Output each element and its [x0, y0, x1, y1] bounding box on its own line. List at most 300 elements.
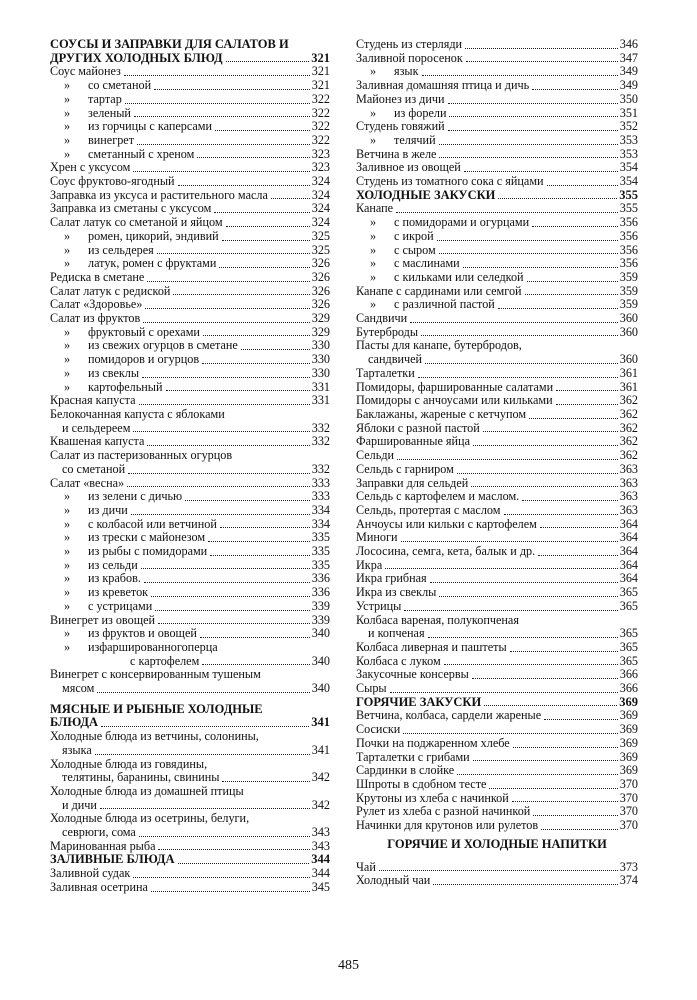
entry-title: Бутерброды — [356, 324, 419, 339]
dot-leader — [529, 417, 618, 419]
toc-entry — [50, 600, 330, 614]
entry-page-number: 369 — [619, 749, 638, 764]
entry-title: Салат «Здоровье» — [50, 297, 143, 312]
toc-entry — [50, 408, 330, 422]
toc-entry — [356, 709, 638, 723]
entry-page-number: 326 — [311, 283, 330, 298]
dot-leader — [439, 143, 618, 145]
toc-entry — [356, 107, 638, 121]
dot-leader — [430, 581, 618, 583]
entry-page-number: 343 — [311, 825, 330, 840]
toc-entry — [50, 367, 330, 381]
dot-leader — [448, 102, 618, 104]
entry-page-number: 364 — [619, 530, 638, 545]
entry-page-number: 340 — [311, 681, 330, 696]
entry-page-number: 321 — [311, 64, 330, 79]
dot-leader — [532, 88, 618, 90]
toc-entry — [50, 840, 330, 854]
toc-entry — [50, 230, 330, 244]
toc-entry — [356, 38, 638, 52]
dot-leader — [498, 307, 618, 309]
entry-page-number: 333 — [311, 475, 330, 490]
dot-leader — [465, 47, 618, 49]
toc-entry — [50, 477, 330, 491]
toc-entry — [356, 148, 638, 162]
entry-title: Сандвичи — [356, 311, 408, 326]
toc-entry — [50, 668, 330, 682]
dot-leader — [439, 156, 617, 158]
entry-page-number: 335 — [311, 557, 330, 572]
entry-title: Хрен с уксусом — [50, 160, 131, 175]
entry-page-number: 341 — [311, 742, 330, 757]
dot-leader — [397, 458, 618, 460]
toc-entry — [50, 79, 330, 93]
entry-title: Сельдь с гарниром — [356, 461, 454, 476]
dot-leader — [484, 704, 617, 706]
entry-title: » телячий — [356, 134, 436, 148]
dot-leader — [433, 883, 617, 885]
dot-leader — [439, 595, 617, 597]
dot-leader — [222, 239, 310, 241]
entry-page-number: 323 — [311, 160, 330, 175]
dot-leader — [151, 595, 310, 597]
entry-title: » сметанный с хреном — [50, 148, 194, 162]
entry-page-number: 374 — [619, 873, 638, 888]
dot-leader — [145, 307, 309, 309]
dot-leader — [222, 780, 309, 782]
entry-page-number: 326 — [311, 269, 330, 284]
dot-leader — [547, 184, 618, 186]
entry-page-number: 365 — [619, 598, 638, 613]
toc-entry — [356, 326, 638, 340]
entry-title: » латук, ромен с фруктами — [50, 257, 216, 271]
entry-page-number: 326 — [311, 297, 330, 312]
entry-page-number: 345 — [311, 879, 330, 894]
dot-leader — [464, 170, 618, 172]
toc-entry — [356, 545, 638, 559]
entry-title: Пасты для канапе, бутербродов, — [356, 338, 522, 353]
entry-title: » язык — [356, 65, 419, 79]
dot-leader — [151, 890, 310, 892]
toc-entry — [50, 298, 330, 312]
toc-entry — [50, 339, 330, 353]
entry-title: Холодные блюда из ветчины, солонины, — [50, 729, 259, 744]
entry-title: » зеленый — [50, 107, 131, 121]
toc-entry — [356, 161, 638, 175]
toc-entry — [50, 531, 330, 545]
entry-page-number: 366 — [619, 667, 638, 682]
toc-entry — [50, 285, 330, 299]
entry-title: Ветчина, колбаса, сардели жареные — [356, 708, 542, 723]
entry-title: » фруктовый с орехами — [50, 326, 200, 340]
entry-page-number: 363 — [619, 502, 638, 517]
entry-page-number: 333 — [311, 489, 330, 504]
entry-title: Заливной поросенок — [356, 50, 463, 65]
entry-title: » из горчицы с каперсами — [50, 120, 212, 134]
toc-entry — [50, 326, 330, 340]
section-heading — [50, 716, 330, 730]
dot-leader — [137, 143, 310, 145]
dot-leader — [208, 540, 310, 542]
entry-page-number: 342 — [311, 770, 330, 785]
entry-title: » из зелени с дичью — [50, 490, 182, 504]
dot-leader — [457, 773, 618, 775]
entry-title: мясом — [62, 681, 95, 696]
toc-entry — [50, 744, 330, 758]
toc-entry — [356, 490, 638, 504]
entry-title: Фаршированные яйца — [356, 434, 470, 449]
entry-title: Холодные блюда из осетрины, белуги, — [50, 811, 250, 826]
dot-leader — [202, 362, 310, 364]
entry-page-number: 370 — [619, 804, 638, 819]
toc-entry — [356, 134, 638, 148]
toc-entry — [356, 805, 638, 819]
toc-entry — [50, 216, 330, 230]
entry-title: Сардинки в слойке — [356, 763, 455, 778]
entry-page-number: 363 — [619, 489, 638, 504]
toc-entry — [356, 792, 638, 806]
toc-entry — [50, 93, 330, 107]
toc-entry — [50, 244, 330, 258]
entry-page-number: 364 — [619, 571, 638, 586]
entry-page-number: 331 — [311, 393, 330, 408]
entry-title: Заправка из уксуса и растительного масла — [50, 187, 268, 202]
dot-leader — [401, 540, 618, 542]
dot-leader — [504, 513, 618, 515]
entry-page-number: 353 — [619, 132, 638, 147]
dot-leader — [210, 554, 310, 556]
entry-page-number: 346 — [619, 37, 638, 51]
entry-title: Канапе с сардинами или семгой — [356, 283, 522, 298]
entry-title: » картофельный — [50, 381, 163, 395]
dot-leader — [538, 554, 618, 556]
entry-page-number: 360 — [619, 324, 638, 339]
toc-entry — [356, 285, 638, 299]
toc-entry — [356, 477, 638, 491]
toc-entry — [356, 531, 638, 545]
entry-title: Почки на поджаренном хлебе — [356, 735, 510, 750]
toc-entry — [356, 435, 638, 449]
entry-title: Заливная осетрина — [50, 879, 148, 894]
toc-entry — [356, 230, 638, 244]
entry-title: » из креветок — [50, 586, 148, 600]
toc-entry — [50, 435, 330, 449]
entry-page-number: 364 — [619, 544, 638, 559]
dot-leader — [498, 197, 617, 199]
toc-entry — [356, 65, 638, 79]
dot-leader — [404, 609, 617, 611]
entry-title: с картофелем — [130, 653, 200, 668]
toc-entry — [356, 202, 638, 216]
dot-leader — [141, 567, 310, 569]
entry-page-number: 334 — [311, 502, 330, 517]
toc-entry — [356, 244, 638, 258]
entry-title: Помидоры, фаршированные салатами — [356, 379, 554, 394]
toc-entry — [50, 785, 330, 799]
section-heading — [356, 696, 638, 710]
entry-page-number: 332 — [311, 434, 330, 449]
entry-title: » изфаршированногоперца — [50, 641, 218, 655]
dot-leader — [489, 787, 617, 789]
entry-title: » с икрой — [356, 230, 434, 244]
toc-entry — [50, 353, 330, 367]
dot-leader — [473, 444, 618, 446]
toc-entry — [356, 93, 638, 107]
section-heading — [50, 853, 330, 867]
entry-page-number: 351 — [619, 105, 638, 120]
entry-title: Заливная домашняя птица и дичь — [356, 78, 530, 93]
entry-title: Майонез из дичи — [356, 91, 445, 106]
dot-leader — [444, 663, 618, 665]
entry-title: » с различной пастой — [356, 298, 495, 312]
entry-title: Закусочные консервы — [356, 667, 469, 682]
dot-leader — [125, 102, 310, 104]
entry-title: Салат из фруктов — [50, 311, 141, 326]
entry-title: Студень говяжий — [356, 119, 445, 134]
toc-entry — [50, 730, 330, 744]
entry-page-number: 335 — [311, 530, 330, 545]
toc-entry — [356, 751, 638, 765]
entry-title: Сыры — [356, 681, 387, 696]
entry-title: » из свеклы — [50, 367, 139, 381]
section-heading: ГОРЯЧИЕ И ХОЛОДНЫЕ НАПИТКИ — [387, 836, 607, 851]
toc-entry — [356, 120, 638, 134]
entry-title: Тарталетки — [356, 365, 415, 380]
toc-entry — [356, 600, 638, 614]
entry-page-number: 324 — [311, 201, 330, 216]
entry-page-number: 355 — [619, 201, 638, 216]
toc-entry — [356, 271, 638, 285]
entry-page-number: 349 — [619, 64, 638, 79]
dot-leader — [540, 526, 618, 528]
entry-title: Соус майонез — [50, 64, 121, 79]
toc-entry — [50, 826, 330, 840]
entry-page-number: 330 — [311, 352, 330, 367]
toc-entry — [356, 874, 638, 888]
dot-leader — [463, 266, 618, 268]
entry-page-number: 341 — [311, 715, 330, 730]
entry-title: и дичи — [62, 797, 97, 812]
dot-leader — [158, 848, 309, 850]
entry-page-number: 344 — [311, 866, 330, 881]
entry-page-number: 342 — [311, 797, 330, 812]
toc-entry — [50, 189, 330, 203]
entry-page-number: 336 — [311, 585, 330, 600]
entry-title: Холодные блюда из домашней птицы — [50, 783, 244, 798]
dot-leader — [466, 60, 618, 62]
entry-title: ЗАЛИВНЫЕ БЛЮДА — [50, 852, 175, 867]
dot-leader — [203, 334, 310, 336]
toc-entry — [50, 271, 330, 285]
entry-title: Салат латук со сметаной и яйцом — [50, 215, 223, 230]
entry-title: Яблоки с разной пастой — [356, 420, 480, 435]
dot-leader — [448, 129, 618, 131]
toc-entry — [50, 559, 330, 573]
dot-leader — [472, 677, 618, 679]
dot-leader — [154, 88, 310, 90]
entry-title: » с маслинами — [356, 257, 460, 271]
toc-entry — [356, 175, 638, 189]
dot-leader — [421, 334, 618, 336]
dot-leader — [403, 732, 617, 734]
dot-leader — [226, 225, 310, 227]
entry-title: Колбаса с луком — [356, 653, 441, 668]
dot-leader — [418, 376, 618, 378]
entry-page-number: 339 — [311, 612, 330, 627]
entry-page-number: 370 — [619, 818, 638, 833]
dot-leader — [202, 663, 309, 665]
entry-page-number: 349 — [619, 78, 638, 93]
dot-leader — [139, 835, 310, 837]
entry-title: Квашеная капуста — [50, 434, 145, 449]
entry-title: Винегрет с консервированным тушеным — [50, 667, 261, 682]
section-heading — [356, 189, 638, 203]
toc-entry — [50, 586, 330, 600]
entry-title: » из форели — [356, 107, 446, 121]
dot-leader — [147, 444, 309, 446]
entry-title: Тарталетки с грибами — [356, 749, 470, 764]
toc-entry — [356, 463, 638, 477]
entry-title: ГОРЯЧИЕ ЗАКУСКИ — [356, 694, 482, 709]
dot-leader — [527, 280, 618, 282]
entry-page-number: 369 — [619, 722, 638, 737]
entry-page-number: 362 — [619, 434, 638, 449]
entry-title: и копченая — [368, 626, 425, 641]
dot-leader — [200, 636, 310, 638]
toc-entry — [356, 79, 638, 93]
entry-page-number: 362 — [619, 420, 638, 435]
entry-title: » с кильками или селедкой — [356, 271, 524, 285]
entry-title: Редиска в сметане — [50, 269, 145, 284]
entry-title: » из свежих огурцов в сметане — [50, 339, 238, 353]
toc-entry — [356, 381, 638, 395]
entry-page-number: 363 — [619, 461, 638, 476]
entry-title: » тартар — [50, 93, 122, 107]
entry-page-number: 321 — [311, 50, 330, 65]
entry-title: Лососина, семга, кета, балык и др. — [356, 544, 536, 559]
entry-page-number: 332 — [311, 461, 330, 476]
dot-leader — [556, 403, 618, 405]
entry-page-number: 360 — [619, 352, 638, 367]
entry-page-number: 364 — [619, 557, 638, 572]
entry-page-number: 322 — [311, 132, 330, 147]
toc-entry — [50, 394, 330, 408]
toc-entry — [50, 202, 330, 216]
entry-page-number: 332 — [311, 420, 330, 435]
dot-leader — [541, 828, 618, 830]
entry-page-number: 330 — [311, 365, 330, 380]
dot-leader — [178, 862, 310, 864]
entry-title: Устрицы — [356, 598, 402, 613]
entry-page-number: 359 — [619, 297, 638, 312]
dot-leader — [410, 321, 618, 323]
entry-title: » со сметаной — [50, 79, 151, 93]
toc-entry — [50, 799, 330, 813]
toc-entry — [356, 449, 638, 463]
dot-leader — [396, 211, 618, 213]
dot-leader — [422, 74, 618, 76]
entry-page-number: 365 — [619, 653, 638, 668]
toc-entry — [356, 52, 638, 66]
entry-title: СОУСЫ И ЗАПРАВКИ ДЛЯ САЛАТОВ И — [50, 37, 289, 51]
page-number: 485 — [338, 958, 359, 973]
entry-title: Сосиски — [356, 722, 401, 737]
entry-title: Анчоусы или кильки с картофелем — [356, 516, 537, 531]
dot-leader — [144, 581, 310, 583]
entry-title: Икра грибная — [356, 571, 427, 586]
entry-title: Сельди — [356, 448, 395, 463]
entry-title: ХОЛОДНЫЕ ЗАКУСКИ — [356, 187, 496, 202]
dot-leader — [220, 526, 310, 528]
entry-title: Помидоры с анчоусами или кильками — [356, 393, 553, 408]
dot-leader — [556, 389, 618, 391]
entry-page-number: 363 — [619, 475, 638, 490]
dot-leader — [173, 293, 309, 295]
entry-page-number: 322 — [311, 105, 330, 120]
toc-entry — [356, 655, 638, 669]
entry-title: телятины, баранины, свинины — [62, 770, 220, 785]
dot-leader — [439, 252, 618, 254]
entry-page-number: 352 — [619, 119, 638, 134]
entry-title: » из трески с майонезом — [50, 531, 205, 545]
entry-title: » помидоров и огурцов — [50, 353, 199, 367]
dot-leader — [128, 472, 310, 474]
toc-entry — [356, 422, 638, 436]
toc-entry — [50, 881, 330, 895]
entry-page-number: 322 — [311, 91, 330, 106]
entry-title: Винегрет из овощей — [50, 612, 156, 627]
entry-title: » из крабов. — [50, 572, 141, 586]
entry-page-number: 335 — [311, 544, 330, 559]
toc-entry — [356, 298, 638, 312]
toc-entry — [356, 504, 638, 518]
entry-title: Заливной судак — [50, 866, 131, 881]
dot-leader — [133, 170, 309, 172]
toc-entry — [50, 655, 330, 669]
entry-title: Маринованная рыба — [50, 838, 156, 853]
dot-leader — [166, 389, 310, 391]
dot-leader — [131, 513, 310, 515]
entry-title: Канапе — [356, 201, 394, 216]
entry-title: Салат латук с редиской — [50, 283, 171, 298]
toc-left-column — [50, 38, 330, 895]
dot-leader — [241, 348, 310, 350]
toc-entry — [50, 257, 330, 271]
entry-title: Чай — [356, 859, 376, 874]
dot-leader — [425, 362, 618, 364]
toc-entry — [356, 861, 638, 875]
entry-page-number: 324 — [311, 215, 330, 230]
entry-title: Соус фруктово-ягодный — [50, 174, 175, 189]
entry-title: Ветчина в желе — [356, 146, 437, 161]
toc-entry — [356, 367, 638, 381]
dot-leader — [101, 725, 309, 727]
toc-entry — [356, 627, 638, 641]
toc-entry — [50, 120, 330, 134]
dot-leader — [127, 485, 310, 487]
entry-page-number: 355 — [619, 187, 638, 202]
dot-leader — [185, 499, 310, 501]
entry-page-number: 360 — [619, 311, 638, 326]
toc-entry — [356, 778, 638, 792]
entry-title: и сельдереем — [62, 420, 131, 435]
entry-page-number: 329 — [311, 324, 330, 339]
entry-page-number: 324 — [311, 187, 330, 202]
entry-page-number: 329 — [311, 311, 330, 326]
entry-title: Сельдь с картофелем и маслом. — [356, 489, 520, 504]
dot-leader — [143, 321, 309, 323]
entry-title: » из дичи — [50, 504, 128, 518]
